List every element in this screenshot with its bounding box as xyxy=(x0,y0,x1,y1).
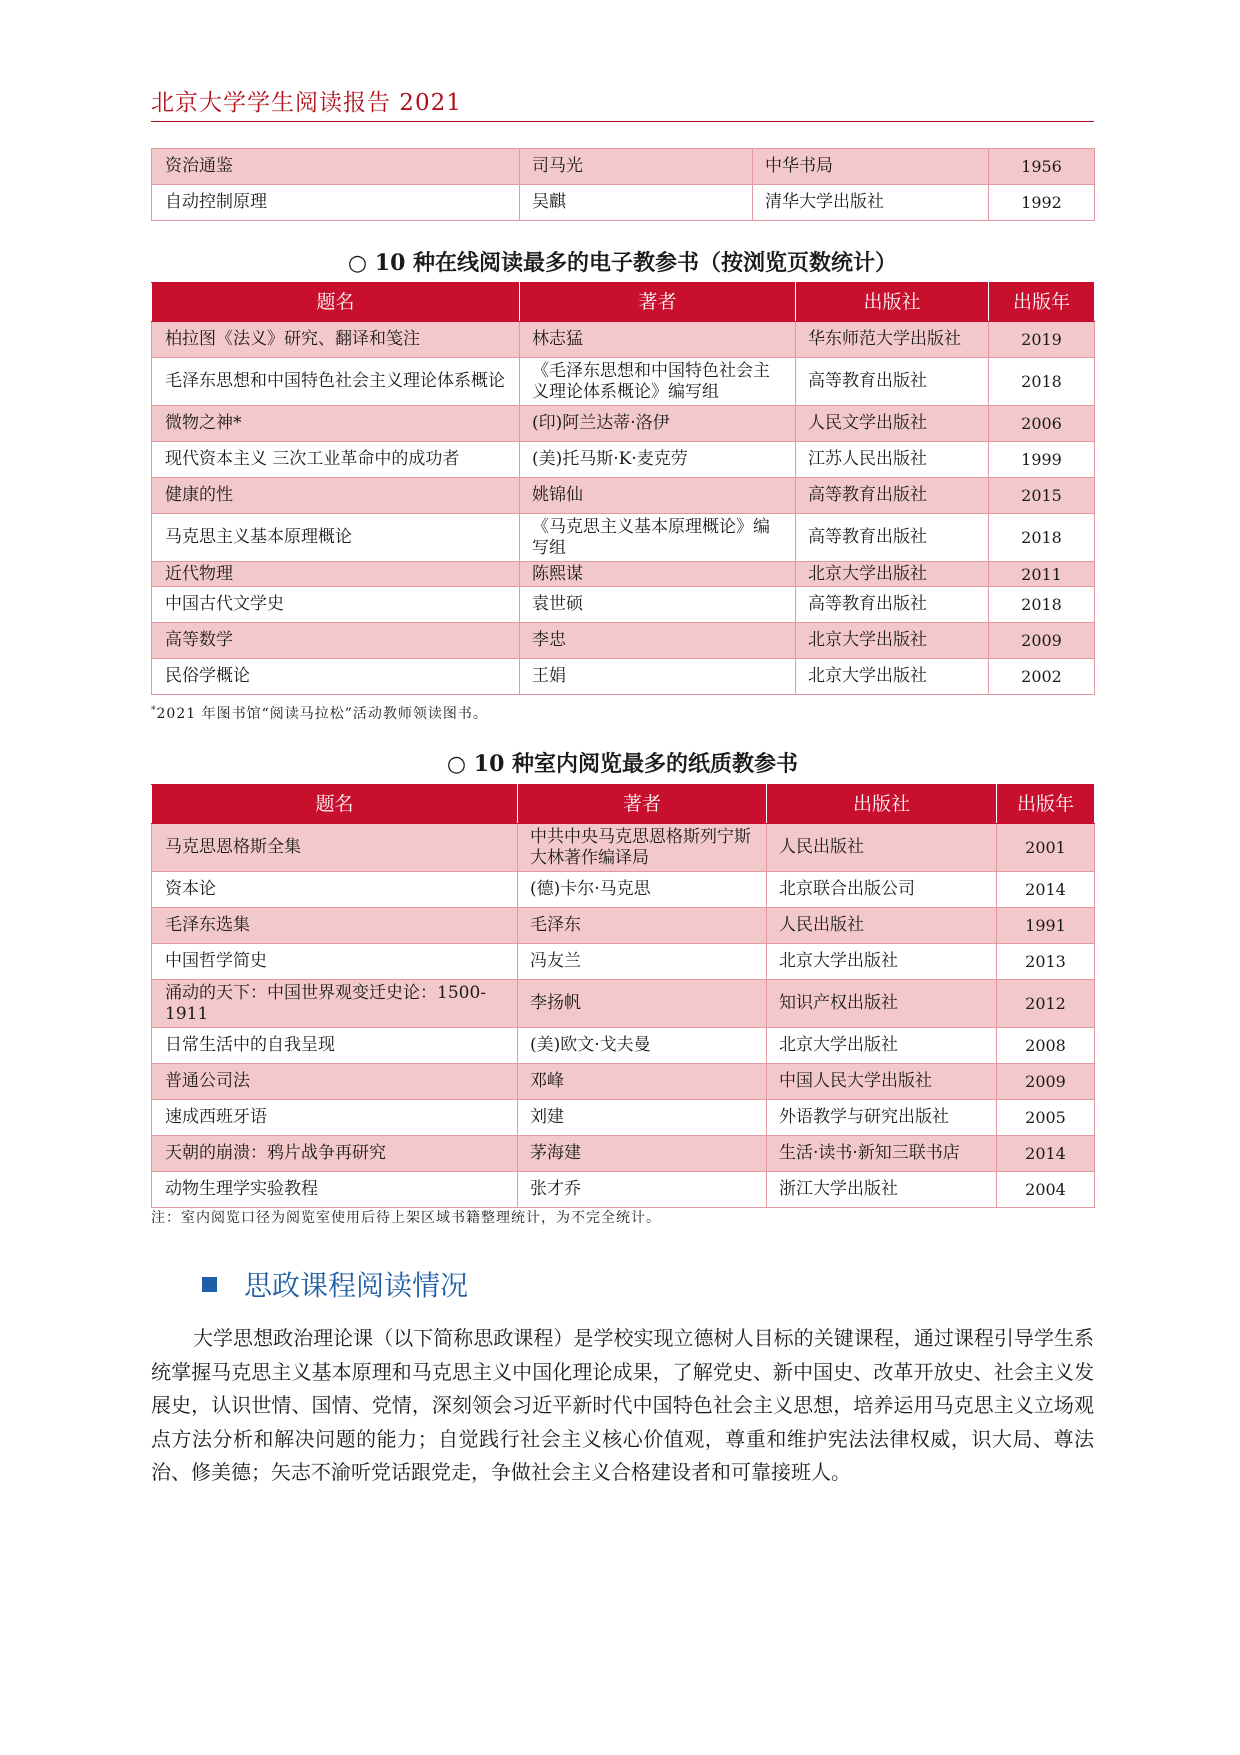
year-cell: 2018 xyxy=(989,587,1095,623)
header-year: 出版年 xyxy=(997,785,1095,824)
table-row xyxy=(152,514,1095,562)
online-ebooks-footnote xyxy=(151,703,488,723)
year-cell: 2018 xyxy=(989,358,1095,406)
title-cell: 速成西班牙语 xyxy=(152,1100,518,1136)
table-row xyxy=(152,623,1095,659)
table-header-row xyxy=(152,785,1095,824)
year-cell: 2001 xyxy=(997,824,1095,872)
author-cell: 李忠 xyxy=(520,623,796,659)
title-cell: 微物之神* xyxy=(152,406,520,442)
header-rule xyxy=(151,121,1094,122)
footnote-text: 2021 年图书馆“阅读马拉松”活动教师领读图书。 xyxy=(156,706,488,722)
table-row xyxy=(152,980,1095,1028)
publisher-cell: 北京大学出版社 xyxy=(767,1028,997,1064)
section-heading xyxy=(202,1264,468,1304)
publisher-cell: 中国人民大学出版社 xyxy=(767,1064,997,1100)
print-books-table xyxy=(151,784,1095,1208)
table-row xyxy=(152,478,1095,514)
header-title: 题名 xyxy=(152,785,518,824)
title-cell: 近代物理 xyxy=(152,562,520,587)
author-cell: 张才乔 xyxy=(518,1172,767,1208)
table-row xyxy=(152,562,1095,587)
publisher-cell: 北京联合出版公司 xyxy=(767,872,997,908)
author-cell: 吴麒 xyxy=(520,185,753,221)
author-cell: (美)托马斯·K·麦克劳 xyxy=(520,442,796,478)
title-cell: 毛泽东选集 xyxy=(152,908,518,944)
year-cell: 2012 xyxy=(997,980,1095,1028)
title-cell: 中国古代文学史 xyxy=(152,587,520,623)
table-row xyxy=(152,944,1095,980)
publisher-cell: 人民出版社 xyxy=(767,824,997,872)
table-row xyxy=(152,442,1095,478)
publisher-cell: 北京大学出版社 xyxy=(767,944,997,980)
online-ebooks-table xyxy=(151,282,1095,695)
publisher-cell: 北京大学出版社 xyxy=(796,562,989,587)
table-row xyxy=(152,406,1095,442)
table-row xyxy=(152,659,1095,695)
publisher-cell: 高等教育出版社 xyxy=(796,587,989,623)
title-cell: 马克思主义基本原理概论 xyxy=(152,514,520,562)
title-cell: 民俗学概论 xyxy=(152,659,520,695)
title-cell: 天朝的崩溃：鸦片战争再研究 xyxy=(152,1136,518,1172)
year-cell: 2014 xyxy=(997,872,1095,908)
year-cell: 2014 xyxy=(997,1136,1095,1172)
print-books-caption: ○ 10 种室内阅览最多的纸质教参书 xyxy=(446,751,799,777)
year-cell: 1956 xyxy=(989,149,1095,185)
publisher-cell: 高等教育出版社 xyxy=(796,358,989,406)
title-cell: 动物生理学实验教程 xyxy=(152,1172,518,1208)
author-cell: (印)阿兰达蒂·洛伊 xyxy=(520,406,796,442)
publisher-cell: 生活·读书·新知三联书店 xyxy=(767,1136,997,1172)
title-cell: 健康的性 xyxy=(152,478,520,514)
publisher-cell: 外语教学与研究出版社 xyxy=(767,1100,997,1136)
title-cell: 涌动的天下：中国世界观变迁史论：1500-1911 xyxy=(152,980,518,1028)
table-row xyxy=(152,1064,1095,1100)
publisher-cell: 清华大学出版社 xyxy=(753,185,989,221)
publisher-cell: 江苏人民出版社 xyxy=(796,442,989,478)
author-cell: 中共中央马克思恩格斯列宁斯大林著作编译局 xyxy=(518,824,767,872)
publisher-cell: 高等教育出版社 xyxy=(796,478,989,514)
header-publisher: 出版社 xyxy=(796,283,989,322)
title-cell: 资治通鉴 xyxy=(152,149,520,185)
author-cell: 李扬帆 xyxy=(518,980,767,1028)
year-cell: 2006 xyxy=(989,406,1095,442)
table-row xyxy=(152,322,1095,358)
year-cell: 2009 xyxy=(989,623,1095,659)
author-cell: 毛泽东 xyxy=(518,908,767,944)
title-cell: 普通公司法 xyxy=(152,1064,518,1100)
title-cell: 资本论 xyxy=(152,872,518,908)
year-cell: 2013 xyxy=(997,944,1095,980)
table-row xyxy=(152,872,1095,908)
header-author: 著者 xyxy=(520,283,796,322)
year-cell: 2004 xyxy=(997,1172,1095,1208)
author-cell: 《马克思主义基本原理概论》编写组 xyxy=(520,514,796,562)
publisher-cell: 北京大学出版社 xyxy=(796,623,989,659)
year-cell: 2011 xyxy=(989,562,1095,587)
table-row xyxy=(152,587,1095,623)
year-cell: 2002 xyxy=(989,659,1095,695)
table-row xyxy=(152,1136,1095,1172)
square-bullet-icon xyxy=(202,1277,217,1292)
section-title: 思政课程阅读情况 xyxy=(244,1269,469,1302)
publisher-cell: 北京大学出版社 xyxy=(796,659,989,695)
year-cell: 2009 xyxy=(997,1064,1095,1100)
header-publisher: 出版社 xyxy=(767,785,997,824)
table-row xyxy=(152,1028,1095,1064)
author-cell: 刘建 xyxy=(518,1100,767,1136)
table-row xyxy=(152,908,1095,944)
table-row xyxy=(152,1100,1095,1136)
header-author: 著者 xyxy=(518,785,767,824)
publisher-cell: 高等教育出版社 xyxy=(796,514,989,562)
author-cell: 茅海建 xyxy=(518,1136,767,1172)
print-books-note: 注：室内阅览口径为阅览室使用后待上架区域书籍整理统计，为不完全统计。 xyxy=(151,1210,661,1226)
author-cell: 袁世硕 xyxy=(520,587,796,623)
author-cell: 姚锦仙 xyxy=(520,478,796,514)
year-cell: 2005 xyxy=(997,1100,1095,1136)
continued-book-table xyxy=(151,148,1095,221)
title-cell: 毛泽东思想和中国特色社会主义理论体系概论 xyxy=(152,358,520,406)
author-cell: (德)卡尔·马克思 xyxy=(518,872,767,908)
title-cell: 柏拉图《法义》研究、翻译和笺注 xyxy=(152,322,520,358)
title-cell: 日常生活中的自我呈现 xyxy=(152,1028,518,1064)
publisher-cell: 中华书局 xyxy=(753,149,989,185)
title-cell: 中国哲学简史 xyxy=(152,944,518,980)
publisher-cell: 华东师范大学出版社 xyxy=(796,322,989,358)
header-year: 出版年 xyxy=(989,283,1095,322)
publisher-cell: 人民出版社 xyxy=(767,908,997,944)
title-cell: 现代资本主义 三次工业革命中的成功者 xyxy=(152,442,520,478)
publisher-cell: 浙江大学出版社 xyxy=(767,1172,997,1208)
publisher-cell: 人民文学出版社 xyxy=(796,406,989,442)
author-cell: 邓峰 xyxy=(518,1064,767,1100)
title-cell: 马克思恩格斯全集 xyxy=(152,824,518,872)
header-title: 题名 xyxy=(152,283,520,322)
table-row xyxy=(152,1172,1095,1208)
author-cell: (美)欧文·戈夫曼 xyxy=(518,1028,767,1064)
year-cell: 2008 xyxy=(997,1028,1095,1064)
section-paragraph: 大学思想政治理论课（以下简称思政课程）是学校实现立德树人目标的关键课程，通过课程引导学生系统掌握马克思主义基本原理和马克思主义中国化理论成果，了解党史、新中国史、改革开放史、社会主义发展史，认识世情、国情、党情，深刻领会习近平新时代中国特色社会主义思想，培养运用马克思主义立场观点方法分析和解决问题的能力；自觉践行社会主义核心价值观，尊重和维护宪法法律权威，识大局、尊法治、修美德；矢志不渝听党话跟党走，争做社会主义合格建设者和可靠接班人。 xyxy=(151,1326,1094,1484)
author-cell: 林志猛 xyxy=(520,322,796,358)
table-row xyxy=(152,149,1095,185)
footnote-mark: * xyxy=(151,705,157,716)
title-cell: 高等数学 xyxy=(152,623,520,659)
author-cell: 王娟 xyxy=(520,659,796,695)
table-header-row xyxy=(152,283,1095,322)
publisher-cell: 知识产权出版社 xyxy=(767,980,997,1028)
author-cell: 冯友兰 xyxy=(518,944,767,980)
table-row xyxy=(152,358,1095,406)
year-cell: 2018 xyxy=(989,514,1095,562)
year-cell: 1999 xyxy=(989,442,1095,478)
year-cell: 1992 xyxy=(989,185,1095,221)
author-cell: 陈熙谋 xyxy=(520,562,796,587)
page-header-title: 北京大学学生阅读报告 2021 xyxy=(151,90,462,116)
online-ebooks-caption: ○ 10 种在线阅读最多的电子教参书（按浏览页数统计） xyxy=(347,250,898,276)
table-row xyxy=(152,824,1095,872)
table-row xyxy=(152,185,1095,221)
year-cell: 1991 xyxy=(997,908,1095,944)
year-cell: 2019 xyxy=(989,322,1095,358)
title-cell: 自动控制原理 xyxy=(152,185,520,221)
author-cell: 司马光 xyxy=(520,149,753,185)
year-cell: 2015 xyxy=(989,478,1095,514)
author-cell: 《毛泽东思想和中国特色社会主义理论体系概论》编写组 xyxy=(520,358,796,406)
